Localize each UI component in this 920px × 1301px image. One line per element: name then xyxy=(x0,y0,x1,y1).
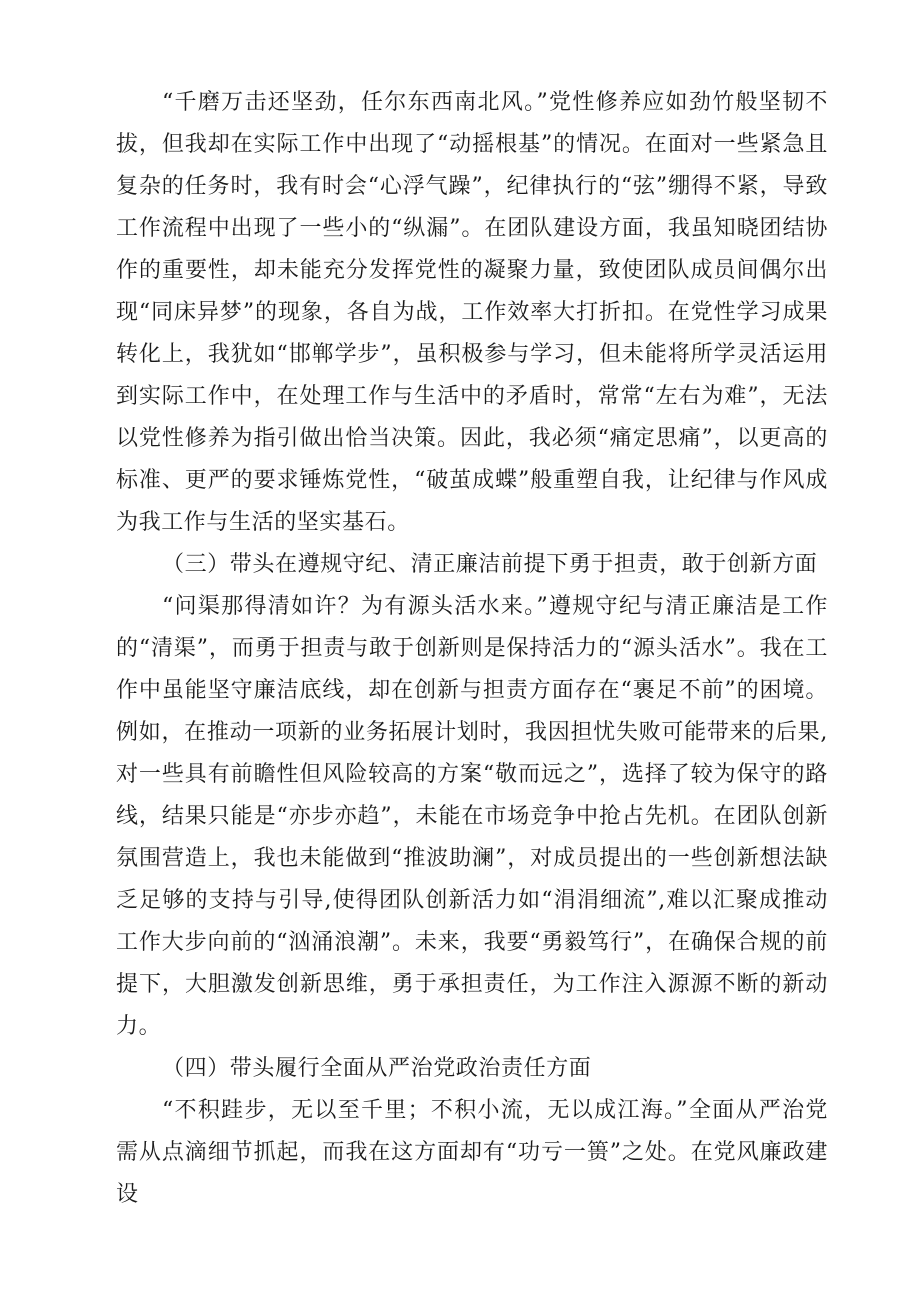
paragraph-strict-governance: “不积跬步，无以至千里；不积小流，无以成江海。”全面从严治党需从点滴细节抓起，而我在这方面却有“功亏一篑”之处。在党风廉政建设 xyxy=(116,1098,828,1207)
section-heading-4: （四）带头履行全面从严治党政治责任方面 xyxy=(162,1056,592,1081)
paragraph-innovation: “问渠那得清如许？为有源头活水来。”遵规守纪与清正廉洁是工作的“清渠”，而勇于担责与敢于创新则是保持活力的“源头活水”。我在工作中虽能坚守廉洁底线，却在创新与担责方面存在“裹足不前”的困境。例如，在推动一项新的业务拓展计划时，我因担忧失败可能带来的后果,对一些具有前瞻性但风险较高的方案“敬而远之”，选择了较为保守的路线，结果只能是“亦步亦趋”，未能在市场竞争中抢占先机。在团队创新氛围营造上，我也未能做到“推波助澜”，对成员提出的一些创新想法缺乏足够的支持与引导,使得团队创新活力如“涓涓细流”,难以汇聚成推动工作大步向前的“汹涌浪潮”。未来，我要“勇毅笃行”，在确保合规的前提下，大胆激发创新思维，勇于承担责任，为工作注入源源不断的新动力。 xyxy=(116,594,828,1039)
paragraph-party-spirit: “千磨万击还坚劲，任尔东西南北风。”党性修养应如劲竹般坚韧不拔，但我却在实际工作中出现了“动摇根基”的情况。在面对一些紧急且复杂的任务时，我有时会“心浮气躁”，纪律执行的“弦”绷得不紧，导致工作流程中出现了一些小的“纵漏”。在团队建设方面，我虽知晓团结协作的重要性，却未能充分发挥党性的凝聚力量，致使团队成员间偶尔出现“同床异梦”的现象，各自为战，工作效率大打折扣。在党性学习成果转化上，我犹如“邯郸学步”，虽积极参与学习，但未能将所学灵活运用到实际工作中，在处理工作与生活中的矛盾时，常常“左右为难”，无法以党性修养为指引做出恰当决策。因此，我必须“痛定思痛”，以更高的标准、更严的要求锤炼党性，“破茧成蝶”般重塑自我，让纪律与作风成为我工作与生活的坚实基石。 xyxy=(116,90,828,535)
section-heading-3: （三）带头在遵规守纪、清正廉洁前提下勇于担责，敢于创新方面 xyxy=(162,552,818,577)
document-page xyxy=(116,82,828,1216)
